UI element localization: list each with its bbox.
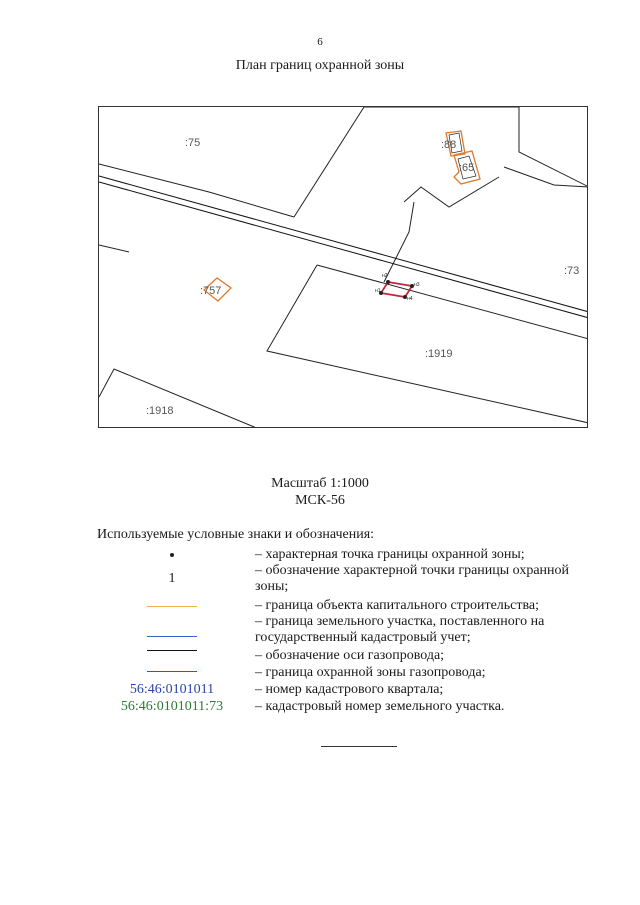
legend-title: Используемые условные знаки и обозначения: [97,527,375,542]
page-title: План границ охранной зоны [235,58,405,73]
parcel-73-boundary [504,167,588,187]
coordinate-system: МСК-56 [295,493,345,508]
parcel-label-75: :75 [185,137,201,149]
parcel-1918-boundary [99,369,259,428]
parcel-label-1919: :1919 [425,348,453,360]
page-number: 6 [317,36,323,48]
parcel-1919-left-edge [267,265,588,423]
parcel-label-73: :73 [564,265,580,277]
legend-text-cadastral-quarter: – номер кадастрового квартала; [255,682,444,697]
parcel-upper-triangle [384,202,414,282]
legend-text-cadastral-number: – кадастровый номер земельного участка. [255,699,505,714]
legend-text-characteristic-point: – характерная точка границы охранной зоны; [255,547,525,562]
end-rule-divider [321,746,397,747]
legend-text-protection-zone: – граница охранной зоны газопровода; [255,665,486,680]
building-label-757: :757 [200,285,222,297]
map-scale: Масштаб 1:1000 [271,476,369,491]
zone-point-label-n3: н3 [414,282,420,288]
legend-symbol-building-line [97,598,247,614]
legend-symbol-point [97,547,247,563]
building-label-65: :65 [459,162,475,174]
map-drawing [99,107,588,428]
black-line-icon [147,650,197,651]
legend-text-parcel-boundary: – граница земельного участка, поставленного на государственный кадастровый учет; [255,614,545,645]
parcel-label-1918: :1918 [146,405,174,417]
legend-symbol-number: 1 [168,571,176,586]
zone-point-label-n4: н4 [407,296,413,302]
zone-point-label-n1: н1 [375,288,381,294]
zone-point-label-n2: н2 [382,273,388,279]
red-line-icon [147,671,197,672]
legend-text-building-boundary: – граница объекта капитального строительства; [255,598,540,613]
point-dot-icon [170,553,174,557]
legend-symbol-quarter-number: 56:46:0101011 [129,682,215,697]
gas-pipe-axis-1 [99,176,588,312]
legend-symbol-gas-axis [97,642,247,658]
legend-text-gas-axis: – обозначение оси газопровода; [255,648,445,663]
legend-symbol-cadastral-number: 56:46:0101011:73 [120,699,224,714]
zone-point-n2 [386,280,390,284]
parcel-1919-boundary [317,265,588,339]
legend-text-point-designation: – обозначение характерной точки границы охранной зоны; [255,563,570,594]
scale-block [0,475,640,509]
parcel-boundary-upper-block [294,107,364,217]
parcel-73-left [404,177,499,207]
blue-line-icon [147,636,197,637]
parcel-lower-left [99,245,129,252]
cadastral-map [98,106,588,428]
gas-pipe-axis-2 [99,182,588,318]
orange-line-icon [147,606,197,607]
legend-symbol-zone-line [97,663,247,679]
building-label-88: :88 [441,139,457,151]
